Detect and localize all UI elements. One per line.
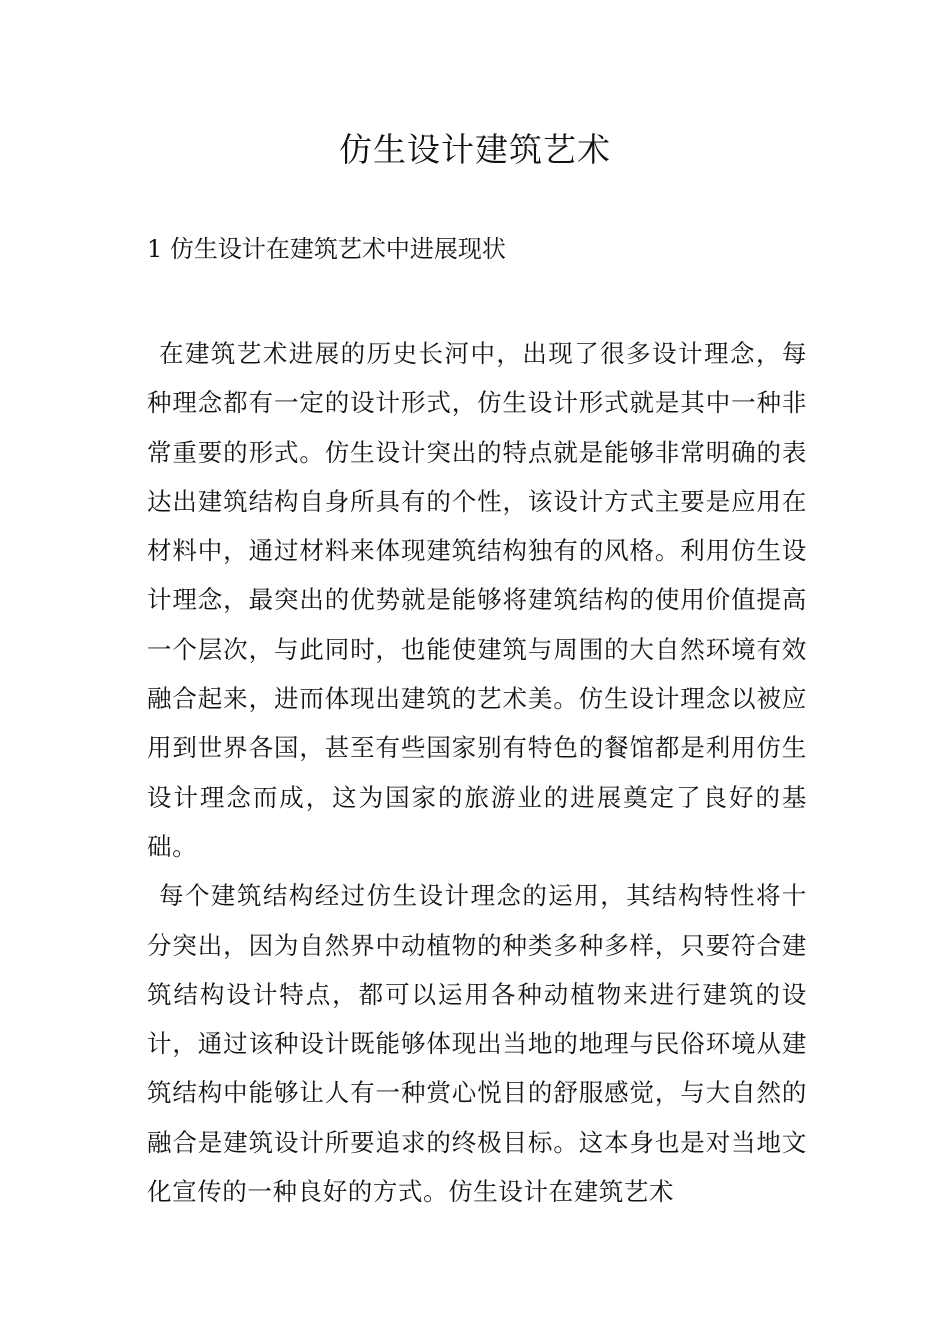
document-title: 仿生设计建筑艺术 [339,130,611,169]
body-text [147,329,807,1216]
section-heading: 1 仿生设计在建筑艺术中进展现状 [147,235,506,263]
paragraph: 在建筑艺术进展的历史长河中，出现了很多设计理念，每种理念都有一定的设计形式，仿生设计形式就是其中一种非常重要的形式。仿生设计突出的特点就是能够非常明确的表达出建筑结构自身所具有的个性，该设计方式主要是应用在材料中，通过材料来体现建筑结构独有的风格。利用仿生设计理念，最突出的优势就是能够将建筑结构的使用价值提高一个层次，与此同时，也能使建筑与周围的大自然环境有效融合起来，进而体现出建筑的艺术美。仿生设计理念以被应用到世界各国，甚至有些国家别有特色的餐馆都是利用仿生设计理念而成，这为国家的旅游业的进展奠定了良好的基础。 [147,339,807,861]
paragraph: 每个建筑结构经过仿生设计理念的运用，其结构特性将十分突出，因为自然界中动植物的种类多种多样，只要符合建筑结构设计特点，都可以运用各种动植物来进行建筑的设计，通过该种设计既能够体现出当地的地理与民俗环境从建筑结构中能够让人有一种赏心悦目的舒服感觉，与大自然的融合是建筑设计所要追求的终极目标。这本身也是对当地文化宣传的一种良好的方式。仿生设计在建筑艺术 [147,881,807,1207]
